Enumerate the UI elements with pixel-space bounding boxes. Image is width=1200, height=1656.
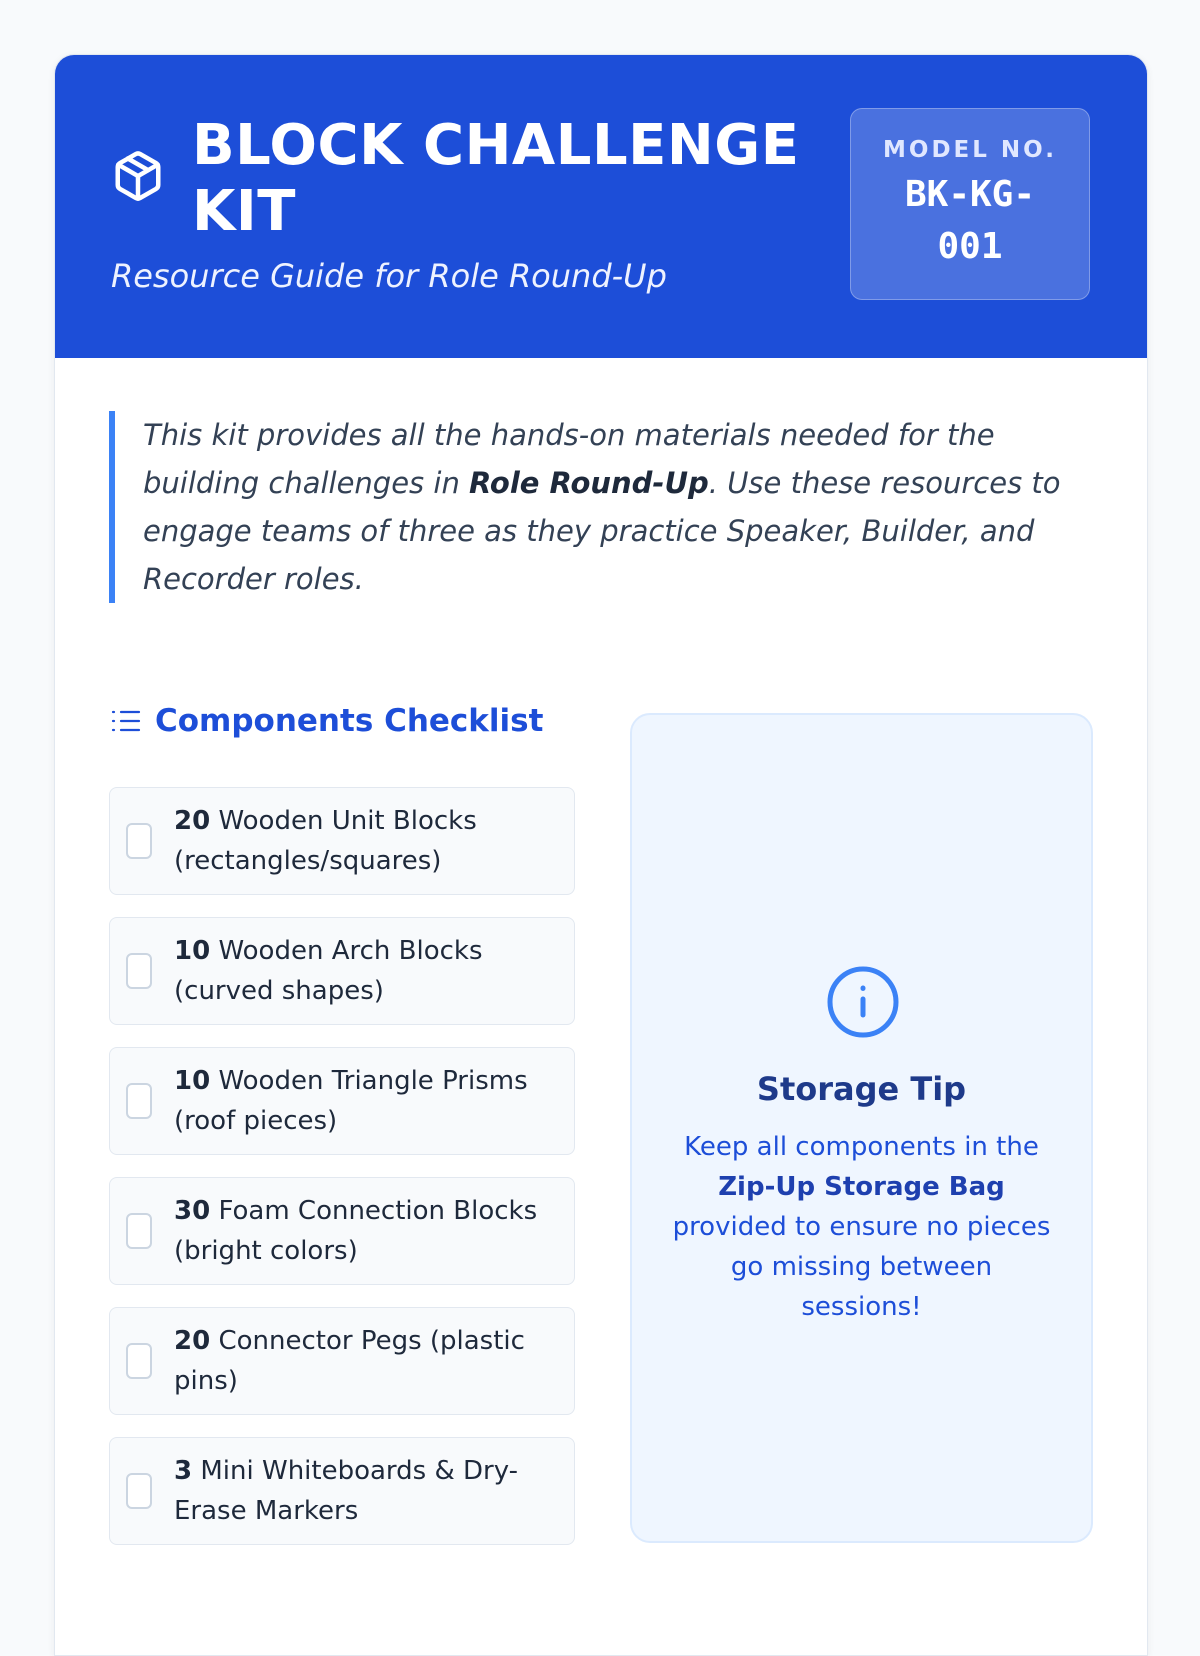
item-checkbox[interactable] — [126, 1473, 152, 1509]
list-item — [109, 1307, 575, 1415]
item-quantity: 10 — [174, 1066, 211, 1096]
tip-title: Storage Tip — [756, 1070, 967, 1108]
item-quantity: 20 — [174, 806, 211, 836]
tip-before: Keep all components in the — [684, 1132, 1039, 1162]
header — [55, 55, 1147, 358]
model-value: BK-KG-001 — [904, 174, 1036, 267]
components-list — [109, 787, 575, 1567]
tip-text — [672, 1127, 1051, 1327]
tip-emphasis: Zip-Up Storage Bag — [718, 1172, 1005, 1202]
intro-emphasis: Role Round-Up — [469, 466, 709, 500]
item-checkbox[interactable] — [126, 1343, 152, 1379]
list-item — [109, 1437, 575, 1545]
kit-card — [54, 54, 1148, 1656]
storage-tip-panel — [630, 713, 1093, 1543]
intro-before: This kit provides all the hands-on materials needed for the building challenges in — [143, 418, 995, 500]
intro-after: . Use these resources to engage teams of three as they practice Speaker, Builder, and Recorder roles. — [143, 466, 1061, 596]
model-number-box — [850, 108, 1090, 300]
tip-after: provided to ensure no pieces go missing between sessions! — [672, 1212, 1051, 1322]
list-icon — [111, 708, 141, 734]
box-icon — [111, 147, 165, 205]
list-item — [109, 787, 575, 895]
list-item — [109, 1177, 575, 1285]
item-label: Wooden Unit Blocks (rectangles/squares) — [174, 806, 477, 876]
item-label: Connector Pegs (plastic pins) — [174, 1326, 525, 1396]
item-label: Foam Connection Blocks (bright colors) — [174, 1196, 538, 1266]
checklist-heading — [111, 703, 543, 739]
list-item — [109, 1047, 575, 1155]
checklist-title: Components Checklist — [155, 703, 544, 739]
item-checkbox[interactable] — [126, 823, 152, 859]
item-label: Wooden Triangle Prisms (roof pieces) — [174, 1066, 528, 1136]
item-quantity: 20 — [174, 1326, 211, 1356]
list-item — [109, 917, 575, 1025]
item-quantity: 30 — [174, 1196, 211, 1226]
item-checkbox[interactable] — [126, 953, 152, 989]
intro-text — [109, 411, 1108, 603]
page-subtitle: Resource Guide for Role Round-Up — [111, 257, 667, 295]
page-title: BLOCK CHALLENGE KIT — [192, 113, 800, 244]
model-label: MODEL NO. — [883, 137, 1057, 163]
item-quantity: 10 — [174, 936, 211, 966]
item-quantity: 3 — [174, 1456, 193, 1486]
item-label: Mini Whiteboards & Dry-Erase Markers — [174, 1456, 519, 1526]
item-checkbox[interactable] — [126, 1213, 152, 1249]
item-label: Wooden Arch Blocks (curved shapes) — [174, 936, 483, 1006]
item-checkbox[interactable] — [126, 1083, 152, 1119]
info-icon — [826, 965, 900, 1039]
